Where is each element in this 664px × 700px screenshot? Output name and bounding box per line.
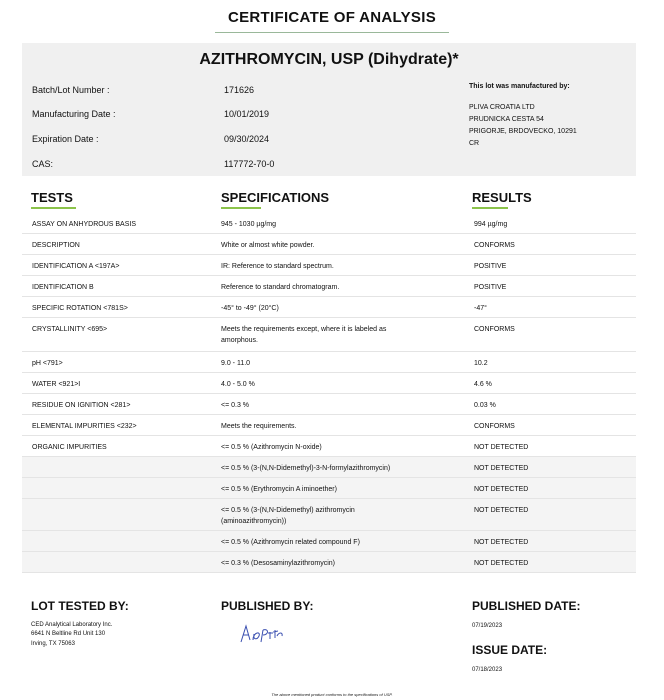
table-row	[22, 318, 636, 352]
result-cell: CONFORMS	[474, 326, 515, 333]
col-head-results-label: RESULTS	[472, 190, 532, 205]
results-table	[22, 213, 636, 573]
table-row	[22, 213, 636, 234]
mfg-date-label: Manufacturing Date :	[32, 109, 116, 119]
test-cell: SPECIFIC ROTATION <781S>	[32, 305, 128, 312]
col-head-tests-label: TESTS	[31, 190, 73, 205]
published-date-heading: PUBLISHED DATE:	[472, 599, 581, 613]
table-row	[22, 436, 636, 457]
table-row	[22, 276, 636, 297]
cas-value: 117772-70-0	[224, 159, 275, 169]
table-row	[22, 457, 636, 478]
spec-cell: <= 0.5 % (Azithromycin related compound F)	[221, 539, 360, 546]
result-cell: NOT DETECTED	[474, 507, 529, 514]
result-cell: NOT DETECTED	[474, 539, 529, 546]
spec-cell: <= 0.3 %	[221, 402, 250, 409]
published-date-value: 07/19/2023	[472, 623, 503, 629]
table-row	[22, 478, 636, 499]
spec-cell: <= 0.5 % (3-(N,N-Didemethyl)-3-N-formylazithromycin)	[221, 465, 391, 472]
cas-label: CAS:	[32, 159, 54, 169]
manufacturer-line: PLIVA CROATIA LTD	[469, 104, 535, 111]
test-cell: IDENTIFICATION B	[32, 284, 94, 291]
table-row	[22, 234, 636, 255]
published-by-heading: PUBLISHED BY:	[221, 599, 314, 613]
col-head-results	[472, 190, 532, 205]
test-cell: CRYSTALLINITY <695>	[32, 326, 108, 333]
result-cell: 4.6 %	[474, 381, 492, 388]
spec-cell: <= 0.3 % (Desosaminylazithromycin)	[221, 560, 335, 567]
manufacturer-line: PRUDNICKA CESTA 54	[469, 116, 544, 123]
lot-tested-by-heading: LOT TESTED BY:	[31, 599, 129, 613]
col-head-underline	[221, 207, 261, 209]
table-row	[22, 531, 636, 552]
result-cell: NOT DETECTED	[474, 444, 529, 451]
spec-cell: <= 0.5 % (3-(N,N-Didemethyl) azithromycin (aminoazithromycin))	[221, 507, 355, 526]
spec-cell: <= 0.5 % (Erythromycin A iminoether)	[221, 486, 337, 493]
exp-date-value: 09/30/2024	[224, 134, 270, 144]
lab-address	[31, 621, 112, 649]
lab-address-line: CED Analytical Laboratory Inc.	[31, 622, 113, 628]
issue-date-value: 07/18/2023	[472, 667, 503, 673]
table-row	[22, 499, 636, 531]
result-cell: CONFORMS	[474, 242, 515, 249]
manufacturer-label: This lot was manufactured by:	[469, 83, 570, 90]
result-cell: -47°	[474, 305, 487, 312]
spec-cell: <= 0.5 % (Azithromycin N-oxide)	[221, 444, 322, 451]
col-head-spec-label: SPECIFICATIONS	[221, 190, 330, 205]
spec-cell: White or almost white powder.	[221, 242, 315, 249]
conformance-note: The above mentioned product conforms to the specifications of USP.	[271, 692, 393, 697]
mfg-date-value: 10/01/2019	[224, 109, 270, 119]
table-row	[22, 394, 636, 415]
exp-date-label: Expiration Date :	[32, 134, 99, 144]
col-head-specifications	[221, 190, 329, 205]
result-cell: NOT DETECTED	[474, 486, 529, 493]
table-row	[22, 552, 636, 573]
spec-cell: IR: Reference to standard spectrum.	[221, 263, 334, 270]
test-cell: ASSAY ON ANHYDROUS BASIS	[32, 221, 136, 228]
result-cell: POSITIVE	[474, 263, 507, 270]
document-title: CERTIFICATE OF ANALYSIS	[227, 9, 437, 26]
col-head-underline	[31, 207, 76, 209]
manufacturer-line: CR	[469, 140, 480, 147]
product-name: AZITHROMYCIN, USP (Dihydrate)*	[199, 51, 459, 68]
test-cell: ORGANIC IMPURITIES	[32, 444, 107, 451]
test-cell: RESIDUE ON IGNITION <281>	[32, 402, 131, 409]
col-head-tests	[31, 190, 73, 205]
test-cell: ELEMENTAL IMPURITIES <232>	[32, 423, 137, 430]
test-cell: IDENTIFICATION A <197A>	[32, 263, 120, 270]
result-cell: 10.2	[474, 360, 488, 367]
spec-cell: 4.0 - 5.0 %	[221, 381, 255, 388]
lab-address-line: Irving, TX 75063	[31, 640, 75, 647]
signature-image	[237, 618, 285, 648]
header-panel	[22, 43, 636, 176]
table-row	[22, 373, 636, 394]
table-row	[22, 415, 636, 436]
result-cell: NOT DETECTED	[474, 465, 529, 472]
title-underline	[215, 32, 449, 33]
test-cell: pH <791>	[32, 360, 63, 367]
spec-cell: -45° to -49° (20°C)	[221, 305, 279, 312]
spec-cell: 945 - 1030 µg/mg	[221, 221, 277, 228]
test-cell: DESCRIPTION	[32, 242, 80, 249]
spec-cell: Meets the requirements except, where it is labeled as amorphous.	[221, 326, 387, 345]
result-cell: 994 µg/mg	[474, 221, 508, 228]
result-cell: 0.03 %	[474, 402, 496, 409]
col-head-underline	[472, 207, 508, 209]
spec-cell: Reference to standard chromatogram.	[221, 284, 340, 291]
test-cell: WATER <921>I	[32, 381, 81, 388]
lab-address-line: 6641 N Beltline Rd Unit 130	[31, 631, 106, 638]
table-row	[22, 255, 636, 276]
manufacturer-line: PRIGORJE, BRDOVECKO, 10291	[469, 128, 577, 135]
spec-cell: Meets the requirements.	[221, 423, 297, 430]
spec-cell: 9.0 - 11.0	[221, 360, 251, 367]
table-row	[22, 352, 636, 373]
issue-date-heading: ISSUE DATE:	[472, 643, 548, 657]
batch-label: Batch/Lot Number :	[32, 85, 110, 95]
result-cell: CONFORMS	[474, 423, 515, 430]
batch-value: 171626	[224, 85, 255, 95]
table-row	[22, 297, 636, 318]
result-cell: NOT DETECTED	[474, 560, 529, 567]
result-cell: POSITIVE	[474, 284, 507, 291]
